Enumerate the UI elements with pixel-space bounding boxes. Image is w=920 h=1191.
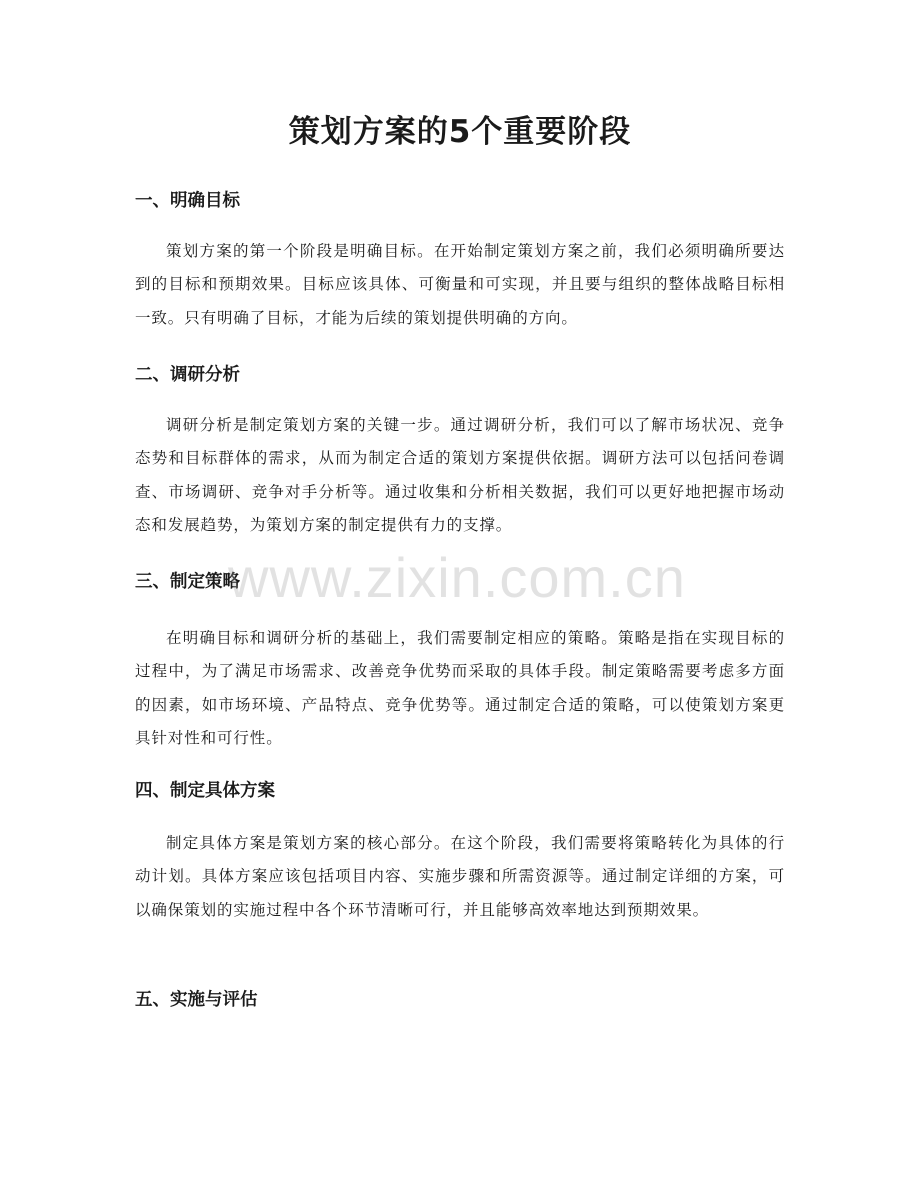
section-heading-4: 四、制定具体方案	[135, 781, 275, 801]
document-title: 策划方案的5个重要阶段	[288, 114, 632, 150]
section-heading-5: 五、实施与评估	[135, 990, 258, 1010]
section-heading-2: 二、调研分析	[135, 365, 240, 385]
section-heading-3: 三、制定策略	[135, 572, 240, 592]
section-paragraph-1: 策划方案的第一个阶段是明确目标。在开始制定策划方案之前，我们必须明确所要达到的目标和预期效果。目标应该具体、可衡量和可实现，并且要与组织的整体战略目标相一致。只有明确了目标，才能为后续的策划提供明确的方向。	[135, 242, 785, 327]
section-heading-1: 一、明确目标	[135, 191, 240, 211]
watermark: www.zixin.com.cn	[228, 546, 686, 609]
section-paragraph-3: 在明确目标和调研分析的基础上，我们需要制定相应的策略。策略是指在实现目标的过程中，为了满足市场需求、改善竞争优势而采取的具体手段。制定策略需要考虑多方面的因素，如市场环境、产品特点、竞争优势等。通过制定合适的策略，可以使策划方案更具针对性和可行性。	[135, 629, 785, 747]
section-paragraph-4: 制定具体方案是策划方案的核心部分。在这个阶段，我们需要将策略转化为具体的行动计划。具体方案应该包括项目内容、实施步骤和所需资源等。通过制定详细的方案，可以确保策划的实施过程中各个环节清晰可行，并且能够高效率地达到预期效果。	[135, 834, 785, 919]
section-paragraph-2: 调研分析是制定策划方案的关键一步。通过调研分析，我们可以了解市场状况、竞争态势和目标群体的需求，从而为制定合适的策划方案提供依据。调研方法可以包括问卷调查、市场调研、竞争对手分析等。通过收集和分析相关数据，我们可以更好地把握市场动态和发展趋势，为策划方案的制定提供有力的支撑。	[135, 416, 785, 534]
